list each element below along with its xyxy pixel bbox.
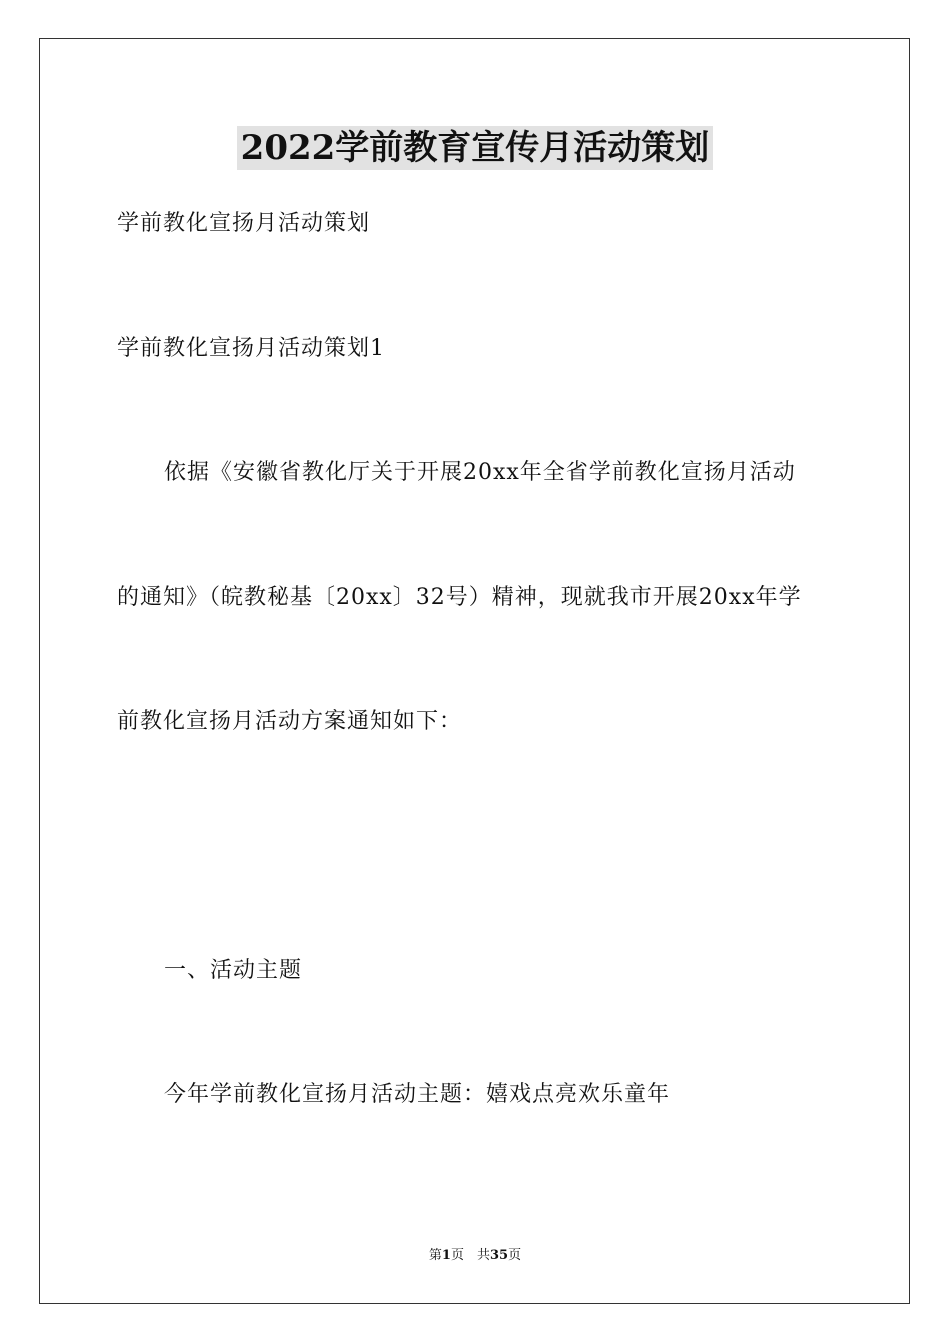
document-title [0, 126, 950, 170]
paragraph-line: 依据《安徽省教化厅关于开展20xx年全省学前教化宣扬月活动 [164, 460, 796, 485]
paragraph-line: 学前教化宣扬月活动策划1 [117, 336, 385, 361]
document-title-text: 2022学前教育宣传月活动策划 [237, 126, 714, 170]
section-heading: 一、活动主题 [164, 958, 303, 983]
paragraph-line: 的通知》（皖教秘基〔20xx〕32号）精神，现就我市开展20xx年学 [117, 585, 802, 610]
footer-total-pages: 35 [489, 1248, 509, 1263]
footer-middle: 页 共 [450, 1248, 490, 1263]
paragraph-line: 今年学前教化宣扬月活动主题：嬉戏点亮欢乐童年 [164, 1082, 671, 1107]
footer-prefix: 第 [428, 1248, 442, 1263]
footer-current-page: 1 [441, 1248, 451, 1263]
paragraph-line: 前教化宣扬月活动方案通知如下： [117, 709, 463, 734]
paragraph-line: 学前教化宣扬月活动策划 [117, 211, 371, 236]
footer-suffix: 页 [508, 1248, 522, 1263]
page-footer [0, 1247, 950, 1265]
